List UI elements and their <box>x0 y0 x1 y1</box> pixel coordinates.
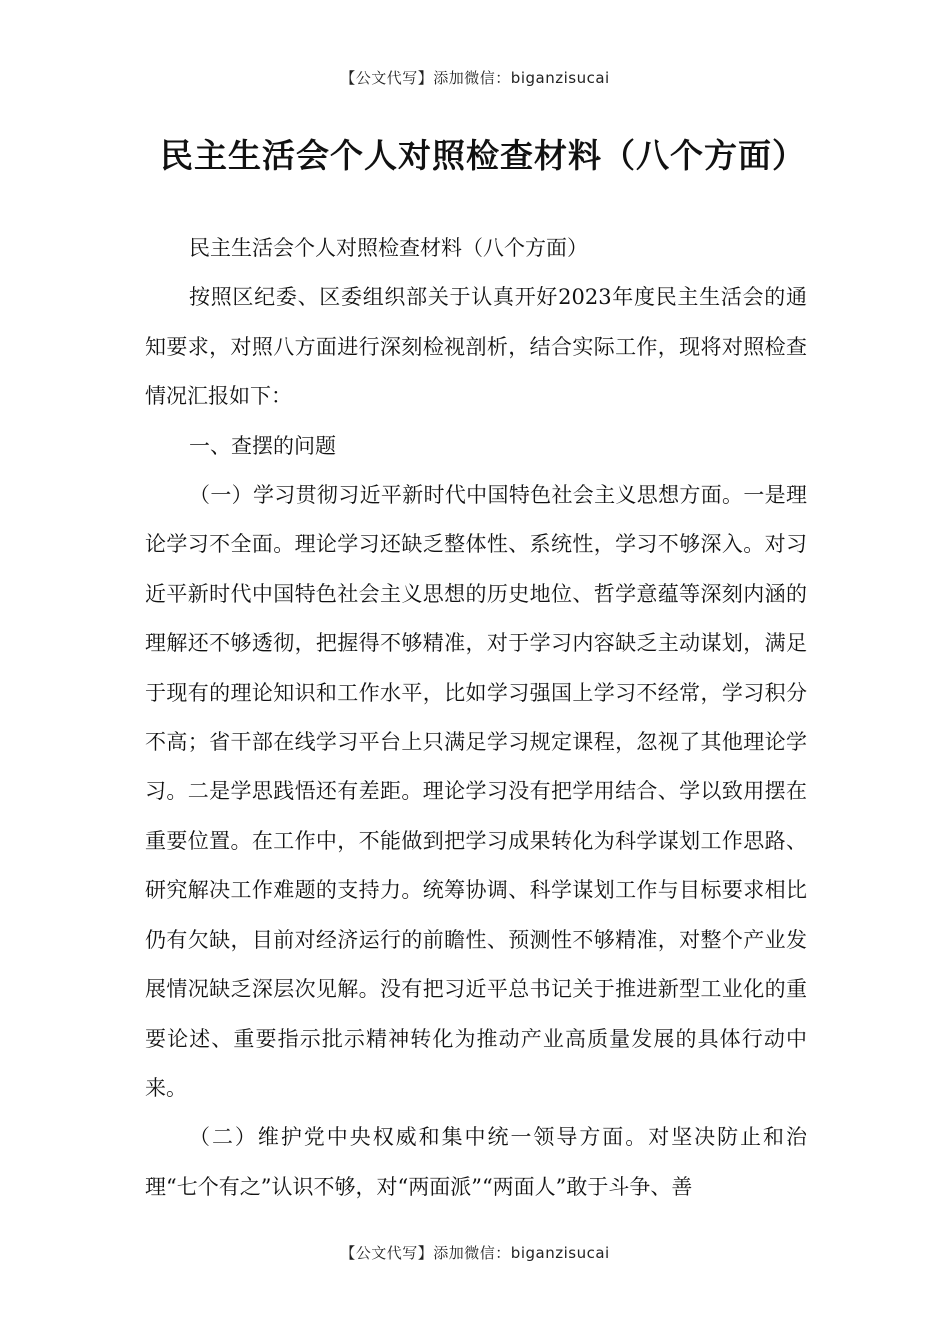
intro-paragraph: 按照区纪委、区委组织部关于认真开好2023年度民主生活会的通知要求，对照八方面进行深刻检视剖析，结合实际工作，现将对照检查情况汇报如下： <box>145 285 807 409</box>
document-title: 民主生活会个人对照检查材料（八个方面） <box>160 136 806 175</box>
body-paragraph: （二）维护党中央权威和集中统一领导方面。对坚决防止和治理“七个有之”认识不够，对“两面派”“两面人”敢于斗争、善 <box>145 1125 807 1199</box>
subtitle-paragraph: 民主生活会个人对照检查材料（八个方面） <box>189 236 588 260</box>
body-paragraph: （一）学习贯彻习近平新时代中国特色社会主义思想方面。一是理论学习不全面。理论学习还缺乏整体性、系统性，学习不够深入。对习近平新时代中国特色社会主义思想的历史地位、哲学意蕴等深刻内涵的理解还不够透彻，把握得不够精准，对于学习内容缺乏主动谋划，满足于现有的理论知识和工作水平，比如学习强国上学习不经常，学习积分不高；省干部在线学习平台上只满足学习规定课程，忽视了其他理论学习。二是学思践悟还有差距。理论学习没有把学用结合、学以致用摆在重要位置。在工作中，不能做到把学习成果转化为科学谋划工作思路、研究解决工作难题的支持力。统筹协调、科学谋划工作与目标要求相比仍有欠缺，目前对经济运行的前瞻性、预测性不够精准，对整个产业发展情况缺乏深层次见解。没有把习近平总书记关于推进新型工业化的重要论述、重要指示批示精神转化为推动产业高质量发展的具体行动中来。 <box>145 483 807 1100</box>
section-heading: 一、查摆的问题 <box>189 433 336 458</box>
page-footer: 【公文代写】添加微信：biganzisucai <box>340 1244 610 1262</box>
document-body <box>145 224 807 1212</box>
page-header: 【公文代写】添加微信：biganzisucai <box>340 69 610 87</box>
